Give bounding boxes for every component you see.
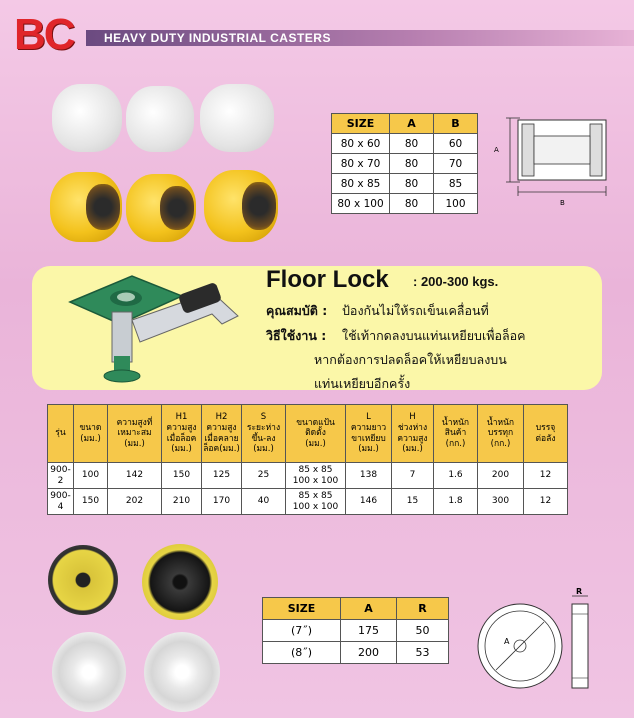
dimension-label-b: B	[560, 199, 565, 207]
table-row	[332, 194, 478, 214]
polyurethane-roller-image	[126, 174, 196, 242]
table-cell: (7˝)	[263, 620, 341, 642]
table-row	[332, 154, 478, 174]
column-header	[162, 405, 202, 463]
roller-dimension-diagram	[488, 112, 618, 210]
table-cell: 125	[202, 463, 242, 489]
column-header	[392, 405, 434, 463]
table-cell: 12	[524, 489, 568, 515]
dimension-label-r: R	[576, 588, 583, 596]
column-header	[202, 405, 242, 463]
table-cell: 150	[162, 463, 202, 489]
column-header-line: เมื่อคลาย	[204, 433, 239, 444]
table-header-row	[332, 114, 478, 134]
table-cell: 150	[74, 489, 108, 515]
feature-label: คุณสมบัติ :	[266, 303, 328, 318]
table-cell: 300	[478, 489, 524, 515]
table-cell: 85 x 85 100 x 100	[286, 463, 346, 489]
column-header-line: รุ่น	[55, 428, 66, 439]
column-header	[346, 405, 392, 463]
column-header-line: ล็อค(มม.)	[203, 444, 240, 455]
table-cell: 80	[390, 194, 434, 214]
column-header	[108, 405, 162, 463]
column-header	[286, 405, 346, 463]
column-header-line: เมื่อล็อค	[166, 433, 197, 444]
table-cell: 80 x 100	[332, 194, 390, 214]
floor-lock-capacity	[413, 274, 498, 289]
column-header-line: บรรจุ	[535, 422, 556, 433]
column-header-line: (มม.)	[80, 433, 101, 444]
yellow-wheel-image	[48, 545, 118, 615]
table-row	[48, 489, 568, 515]
brand-logo: BC	[14, 10, 74, 59]
column-header-line: (มม.)	[305, 438, 326, 449]
wheel-dimension-diagram	[476, 588, 626, 698]
polyurethane-roller-image	[50, 172, 122, 242]
column-header-line: (กก.)	[445, 438, 466, 449]
table-cell: 80	[390, 134, 434, 154]
table-cell: 80	[390, 174, 434, 194]
table-cell: 40	[242, 489, 286, 515]
table-row	[48, 463, 568, 489]
floor-lock-spec-table	[47, 404, 568, 515]
column-header-line: S	[260, 412, 267, 423]
table-cell: 80 x 85	[332, 174, 390, 194]
usage-line: หากต้องการปลดล็อคให้เหยียบลงบน	[314, 352, 507, 367]
column-header-line: ขาเหยียบ	[351, 433, 386, 444]
column-header	[434, 405, 478, 463]
table-cell: 80	[390, 154, 434, 174]
table-cell: 80 x 60	[332, 134, 390, 154]
column-header-line: H2	[215, 412, 228, 423]
column-header-line: น้ำหนัก	[441, 417, 470, 428]
column-header-line: (มม.)	[124, 438, 145, 449]
table-cell: 1.6	[434, 463, 478, 489]
column-header	[74, 405, 108, 463]
floor-lock-title: Floor Lock	[266, 266, 389, 293]
table-row	[263, 642, 449, 664]
white-roller-image	[126, 86, 194, 152]
table-cell: 80 x 70	[332, 154, 390, 174]
column-header-line: L	[366, 412, 371, 423]
column-header: B	[434, 114, 478, 134]
table-cell: 1.8	[434, 489, 478, 515]
table-cell: (8˝)	[263, 642, 341, 664]
dimension-label-a: A	[494, 146, 499, 154]
column-header-line: (มม.)	[358, 444, 379, 455]
column-header-line: ติดตั้ง	[305, 428, 326, 439]
column-header	[48, 405, 74, 463]
table-cell: 175	[341, 620, 397, 642]
usage-label: วิธีใช้งาน :	[266, 328, 327, 343]
table-cell: 60	[434, 134, 478, 154]
column-header	[242, 405, 286, 463]
column-header-line: ขนาด	[79, 422, 102, 433]
column-header	[478, 405, 524, 463]
white-roller-image	[200, 84, 274, 152]
column-header-line: สินค้า	[444, 428, 467, 439]
column-header-line: ความสูงที่	[116, 417, 153, 428]
table-cell: 200	[341, 642, 397, 664]
black-spoke-wheel-image	[142, 544, 218, 620]
table-header-row	[48, 405, 568, 463]
usage-line: แท่นเหยียบอีกครั้ง	[314, 376, 411, 391]
column-header	[524, 405, 568, 463]
roller-size-table	[331, 113, 478, 214]
feature-text: ป้องกันไม่ให้รถเข็นเคลื่อนที่	[342, 303, 489, 318]
table-cell: 85	[434, 174, 478, 194]
column-header-line: ความสูง	[206, 422, 237, 433]
white-roller-image	[52, 84, 122, 152]
table-cell: 15	[392, 489, 434, 515]
polyurethane-roller-image	[204, 170, 278, 242]
column-header: A	[390, 114, 434, 134]
column-header-line: H	[409, 412, 416, 423]
table-cell: 25	[242, 463, 286, 489]
table-cell: 53	[397, 642, 449, 664]
column-header-line: (กก.)	[490, 438, 511, 449]
table-cell: 210	[162, 489, 202, 515]
table-cell: 170	[202, 489, 242, 515]
column-header-line: ระยะห่าง	[246, 422, 281, 433]
column-header-line: ความสูง	[166, 422, 197, 433]
column-header-line: ต่อลัง	[535, 433, 556, 444]
table-row	[263, 620, 449, 642]
table-cell: 900-2	[48, 463, 74, 489]
column-header-line: ขนาดแป้น	[296, 417, 335, 428]
table-cell: 100	[434, 194, 478, 214]
capacity-text: : 200-300 kgs.	[413, 274, 499, 289]
table-cell: 70	[434, 154, 478, 174]
floor-lock-image	[62, 272, 242, 390]
table-cell: 12	[524, 463, 568, 489]
table-cell: 100	[74, 463, 108, 489]
table-cell: 146	[346, 489, 392, 515]
column-header: A	[341, 598, 397, 620]
table-cell: 50	[397, 620, 449, 642]
wheel-size-table	[262, 597, 449, 664]
table-row	[332, 174, 478, 194]
column-header-line: ความสูง	[397, 433, 428, 444]
column-header: SIZE	[263, 598, 341, 620]
white-wheel-image	[52, 632, 126, 712]
table-cell: 142	[108, 463, 162, 489]
table-cell: 138	[346, 463, 392, 489]
white-wheel-image	[144, 632, 220, 712]
column-header-line: ขึ้น-ลง	[251, 433, 276, 444]
column-header-line: ช่วงห่าง	[397, 422, 428, 433]
column-header-line: ความยาว	[350, 422, 387, 433]
column-header-line: H1	[175, 412, 188, 423]
page-title: HEAVY DUTY INDUSTRIAL CASTERS	[104, 31, 331, 45]
table-cell: 85 x 85 100 x 100	[286, 489, 346, 515]
table-cell: 900-4	[48, 489, 74, 515]
column-header-line: (มม.)	[171, 444, 192, 455]
column-header-line: (มม.)	[402, 444, 423, 455]
usage-line: ใช้เท้ากดลงบนแท่นเหยียบเพื่อล็อค	[342, 328, 526, 343]
column-header-line: น้ำหนัก	[486, 417, 515, 428]
table-header-row	[263, 598, 449, 620]
column-header-line: เหมาะสม	[117, 428, 152, 439]
column-header-line: บรรทุก	[487, 428, 514, 439]
table-cell: 202	[108, 489, 162, 515]
table-cell: 7	[392, 463, 434, 489]
table-cell: 200	[478, 463, 524, 489]
column-header: SIZE	[332, 114, 390, 134]
table-row	[332, 134, 478, 154]
column-header-line: (มม.)	[253, 444, 274, 455]
dimension-label-a: A	[504, 637, 510, 646]
column-header: R	[397, 598, 449, 620]
